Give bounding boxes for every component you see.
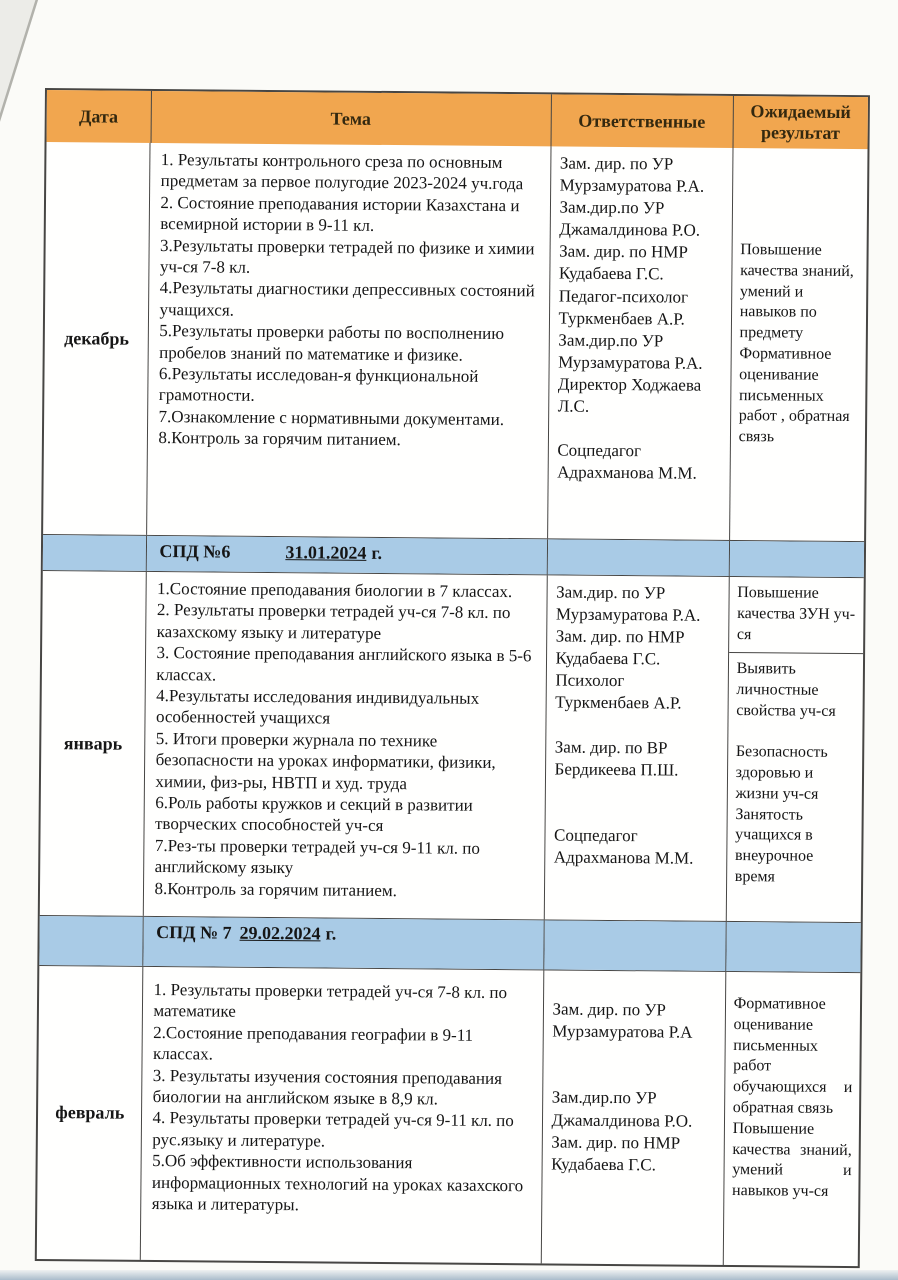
responsible-line: Психолог <box>555 670 625 691</box>
spd-date: 29.02.2024 <box>239 922 321 944</box>
responsible-cell-february <box>541 970 726 1265</box>
responsible-line <box>554 780 722 804</box>
responsible-line: Зам. дир. по УР <box>559 153 674 174</box>
topic-item-2: 2. Состояние преподавания истории Казахстана и всемирной истории в 9-11 кл. <box>160 192 520 236</box>
topic-item-5: 5.Результаты проверки работы по восполнению пробелов знаний по математике и физике. <box>159 321 505 365</box>
spd-empty-responsible-cell <box>547 539 729 576</box>
expected-block <box>727 653 863 895</box>
topic-item-3: 3. Результаты изучения состояния преподавания биологии на английском языке в 8,9 кл. <box>152 1065 503 1109</box>
page-corner-fold <box>0 0 130 150</box>
responsible-line: Туркменбаев А.Р. <box>555 692 682 714</box>
responsible-line: Кудабаева Г.С. <box>555 648 661 669</box>
month-row-december <box>43 142 867 541</box>
responsible-line: Зам. дир. по НМР <box>555 626 685 647</box>
topic-item-3: 3.Результаты проверки тетрадей по физике и химии уч-ся 7-8 кл. <box>159 235 535 277</box>
responsible-line: Бердикеева П.Ш. <box>554 759 679 780</box>
topic-item-8: 8.Контроль за горячим питанием. <box>154 878 397 900</box>
expected-block <box>731 234 867 455</box>
responsible-line: Джамалдинова Р.О. <box>551 1110 693 1131</box>
responsible-line: Зам.дир.по УР <box>551 1087 657 1108</box>
table-header-row <box>47 90 868 149</box>
topic-item-5: 5.Об эффективности использования информационных технологий на уроках казахского языка и литературы. <box>151 1151 524 1215</box>
responsible-line: Мурзамуратова Р.А. <box>558 352 703 373</box>
column-header-topic: Тема <box>151 91 551 146</box>
expected-block <box>724 972 860 1209</box>
responsible-line <box>557 418 725 442</box>
topic-item-5: 5. Итоги проверки журнала по технике безопасности на уроках информатики, физики, химии, физ-ры, НВТП и худ. труда <box>155 728 496 793</box>
spd-date-suffix: г. <box>325 923 337 944</box>
expected-line: Безопасность здоровью и жизни уч-ся <box>735 743 828 803</box>
spd-title-cell-spd7 <box>144 917 544 969</box>
expected-block <box>729 577 864 654</box>
responsible-line: Соцпедагог <box>553 825 638 846</box>
responsible-line: Зам.дир.по УР <box>559 197 665 218</box>
spd-label: СПД №6 <box>159 541 231 562</box>
month-cell-december: декабрь <box>43 142 151 535</box>
spd-empty-date-cell <box>39 916 144 966</box>
responsible-line: Зам. дир. по НМР <box>559 241 688 262</box>
expected-line: Формативное оценивание письменных работ обучающихся и обратная связь <box>732 995 853 1117</box>
month-cell-february: февраль <box>37 966 144 1260</box>
month-cell-january: январь <box>40 571 147 916</box>
topic-item-6: 6.Результаты исследован-я функциональной грамотности. <box>158 364 479 406</box>
responsible-line: Зам.дир.по УР <box>558 330 664 351</box>
expected-line: Повышение качества знаний, умений и навыков уч-ся <box>732 1119 852 1201</box>
topic-cell-january <box>144 572 547 919</box>
responsible-line: Мурзамуратова Р.А. <box>559 175 705 196</box>
topic-item-4: 4. Результаты проверки тетрадей уч-ся 9-11 кл. по рус.языку и литературе. <box>152 1108 514 1151</box>
spd-date-suffix: г. <box>371 542 383 563</box>
responsible-line: Кудабаева Г.С. <box>551 1154 657 1175</box>
topic-item-7: 7.Рез-ты проверки тетрадей уч-ся 9-11 кл. по английскому языку <box>154 835 480 878</box>
responsible-line: Зам.дир. по УР <box>556 582 666 603</box>
responsible-line: Директор Ходжаева Л.С. <box>557 374 702 416</box>
spd-label: СПД № 7 <box>156 922 232 943</box>
topic-item-1: 1. Результаты контрольного среза по основным предметам за первое полугодие 2023-2024 уч.года <box>160 150 524 194</box>
spd-empty-responsible-cell <box>544 920 727 971</box>
topic-item-2: 2.Состояние преподавания географии в 9-11 классах. <box>152 1022 474 1064</box>
topic-item-1: 1. Результаты проверки тетрадей уч-ся 7-8 кл. по математике <box>153 979 508 1022</box>
topic-item-3: 3. Состояние преподавания английского языка в 5-6 классах. <box>156 643 532 685</box>
responsible-line: Зам. дир. по УР <box>552 999 666 1020</box>
column-header-expected: Ожидаемый результат <box>750 101 851 143</box>
responsible-line <box>555 714 723 738</box>
responsible-cell-january <box>544 575 729 921</box>
responsible-line <box>552 1065 720 1089</box>
expected-line: Повышение качества знаний, умений и навыков по предмету Формативное оценивание письменных работ , обратная связь <box>738 241 854 446</box>
month-row-january <box>40 570 864 922</box>
topic-item-2: 2. Результаты проверки тетрадей уч-ся 7-8 кл. по казахскому языку и литературе <box>156 600 511 643</box>
table-body <box>37 142 868 1266</box>
spd-empty-date-cell <box>43 535 148 571</box>
responsible-line: Зам. дир. по НМР <box>551 1132 681 1153</box>
column-header-responsible: Ответственные <box>551 94 734 148</box>
topic-item-7: 7.Ознакомление с нормативными документами. <box>158 406 505 429</box>
spd-title-cell-spd6 <box>147 536 547 574</box>
month-row-february <box>37 965 861 1266</box>
responsible-line: Джамалдинова Р.О. <box>559 219 701 241</box>
responsible-line: Мурзамуратова Р.А <box>552 1021 693 1042</box>
expected-line: Повышение качества ЗУН уч-ся <box>736 584 856 643</box>
photo-bottom-edge <box>0 1270 898 1280</box>
topic-cell-february <box>141 967 544 1263</box>
topic-item-4: 4.Результаты исследования индивидуальных особенностей учащихся <box>155 686 480 728</box>
responsible-line <box>554 802 722 826</box>
expected-line: Занятость учащихся в внеурочное время <box>734 805 814 886</box>
spd-divider-row-spd6 <box>43 534 864 577</box>
expected-cell-december <box>730 148 868 541</box>
responsible-cell-december <box>548 146 734 540</box>
expected-cell-february <box>723 972 860 1266</box>
responsible-line: Соцпедагог <box>557 440 642 461</box>
topic-cell-december <box>148 143 551 538</box>
expected-cell-january <box>726 577 863 922</box>
topic-item-4: 4.Результаты диагностики депрессивных состояний учащихся. <box>159 278 535 320</box>
topic-item-1: 1.Состояние преподавания биологии в 7 классах. <box>157 578 513 602</box>
spd-empty-expected-cell <box>729 541 864 577</box>
expected-line <box>736 721 857 743</box>
spd-empty-expected-cell <box>726 922 861 972</box>
responsible-line <box>552 1043 720 1067</box>
column-header-date: Дата <box>47 90 152 143</box>
responsible-line <box>553 976 721 1000</box>
responsible-line: Адрахманова М.М. <box>553 847 694 868</box>
topic-item-8: 8.Контроль за горячим питанием. <box>158 428 401 450</box>
responsible-line: Педагог-психолог <box>558 286 689 307</box>
work-plan-table <box>35 88 870 1268</box>
spd-divider-row-spd7 <box>39 915 860 972</box>
spd-date: 31.01.2024 <box>285 542 367 563</box>
responsible-line: Кудабаева Г.С. <box>558 263 664 284</box>
responsible-line: Мурзамуратова Р.А. <box>555 604 701 625</box>
expected-line: Выявить личностные свойства уч-ся <box>736 660 836 720</box>
responsible-line: Зам. дир. по ВР <box>554 737 668 758</box>
topic-item-6: 6.Роль работы кружков и секций в развитии творческих способностей уч-ся <box>154 793 473 836</box>
responsible-line: Адрахманова М.М. <box>557 462 697 484</box>
responsible-line: Туркменбаев А.Р. <box>558 308 685 329</box>
